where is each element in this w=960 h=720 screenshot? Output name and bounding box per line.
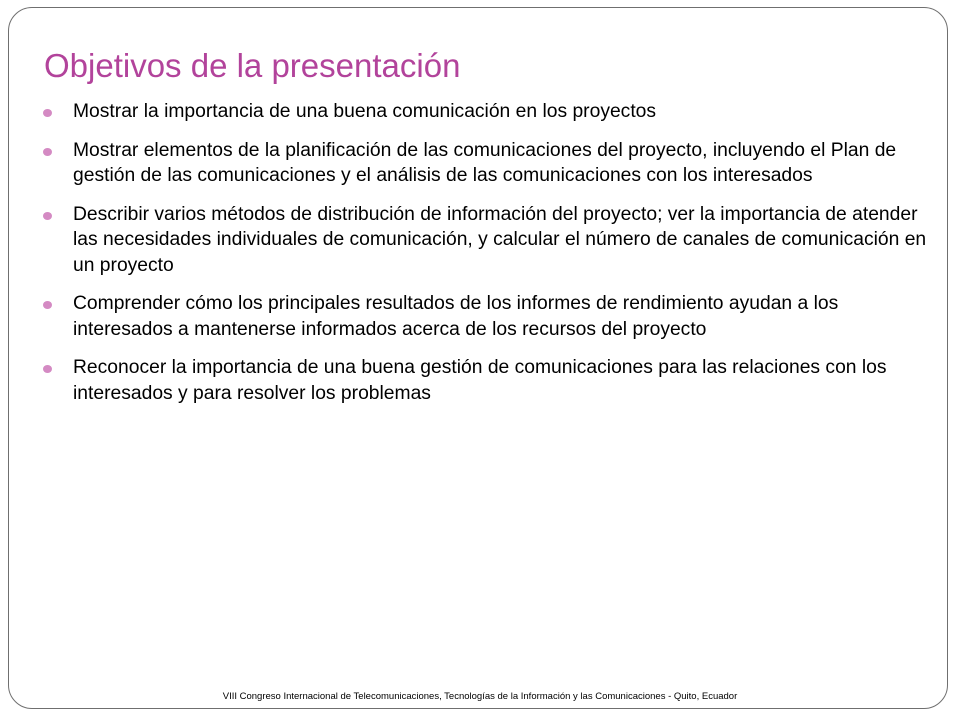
bullet-text: Mostrar la importancia de una buena comunicación en los proyectos xyxy=(73,101,657,122)
slide-title: Objetivos de la presentación xyxy=(44,47,461,84)
slide-frame xyxy=(8,7,948,709)
bullet-text: Describir varios métodos de distribución de información del proyecto; ver la importancia de atender las necesidades individuales de comunicación, y calcular el número de canales de comunicación en un proyecto xyxy=(73,203,927,276)
bullet-icon xyxy=(43,212,52,220)
bullet-text: Comprender cómo los principales resultados de los informes de rendimiento ayudan a los interesados a mantenerse informados acerca de los recursos del proyecto xyxy=(73,293,839,340)
list-item xyxy=(43,291,938,342)
bullet-icon xyxy=(43,148,52,156)
list-item xyxy=(43,99,938,125)
list-item xyxy=(43,355,938,406)
bullet-text: Reconocer la importancia de una buena gestión de comunicaciones para las relaciones con los interesados y para resolver los problemas xyxy=(73,357,887,404)
list-item xyxy=(43,138,938,189)
bullet-icon xyxy=(43,109,52,117)
bullet-icon xyxy=(43,301,52,309)
slide-footer: VIII Congreso Internacional de Telecomunicaciones, Tecnologías de la Información y las Comunicaciones - Quito, Ecuador xyxy=(222,691,738,702)
bullet-text: Mostrar elementos de la planificación de las comunicaciones del proyecto, incluyendo el Plan de gestión de las comunicaciones y el análisis de las comunicaciones con los interesados xyxy=(73,139,897,186)
list-item xyxy=(43,202,938,279)
objectives-list xyxy=(43,99,938,419)
bullet-icon xyxy=(43,365,52,373)
